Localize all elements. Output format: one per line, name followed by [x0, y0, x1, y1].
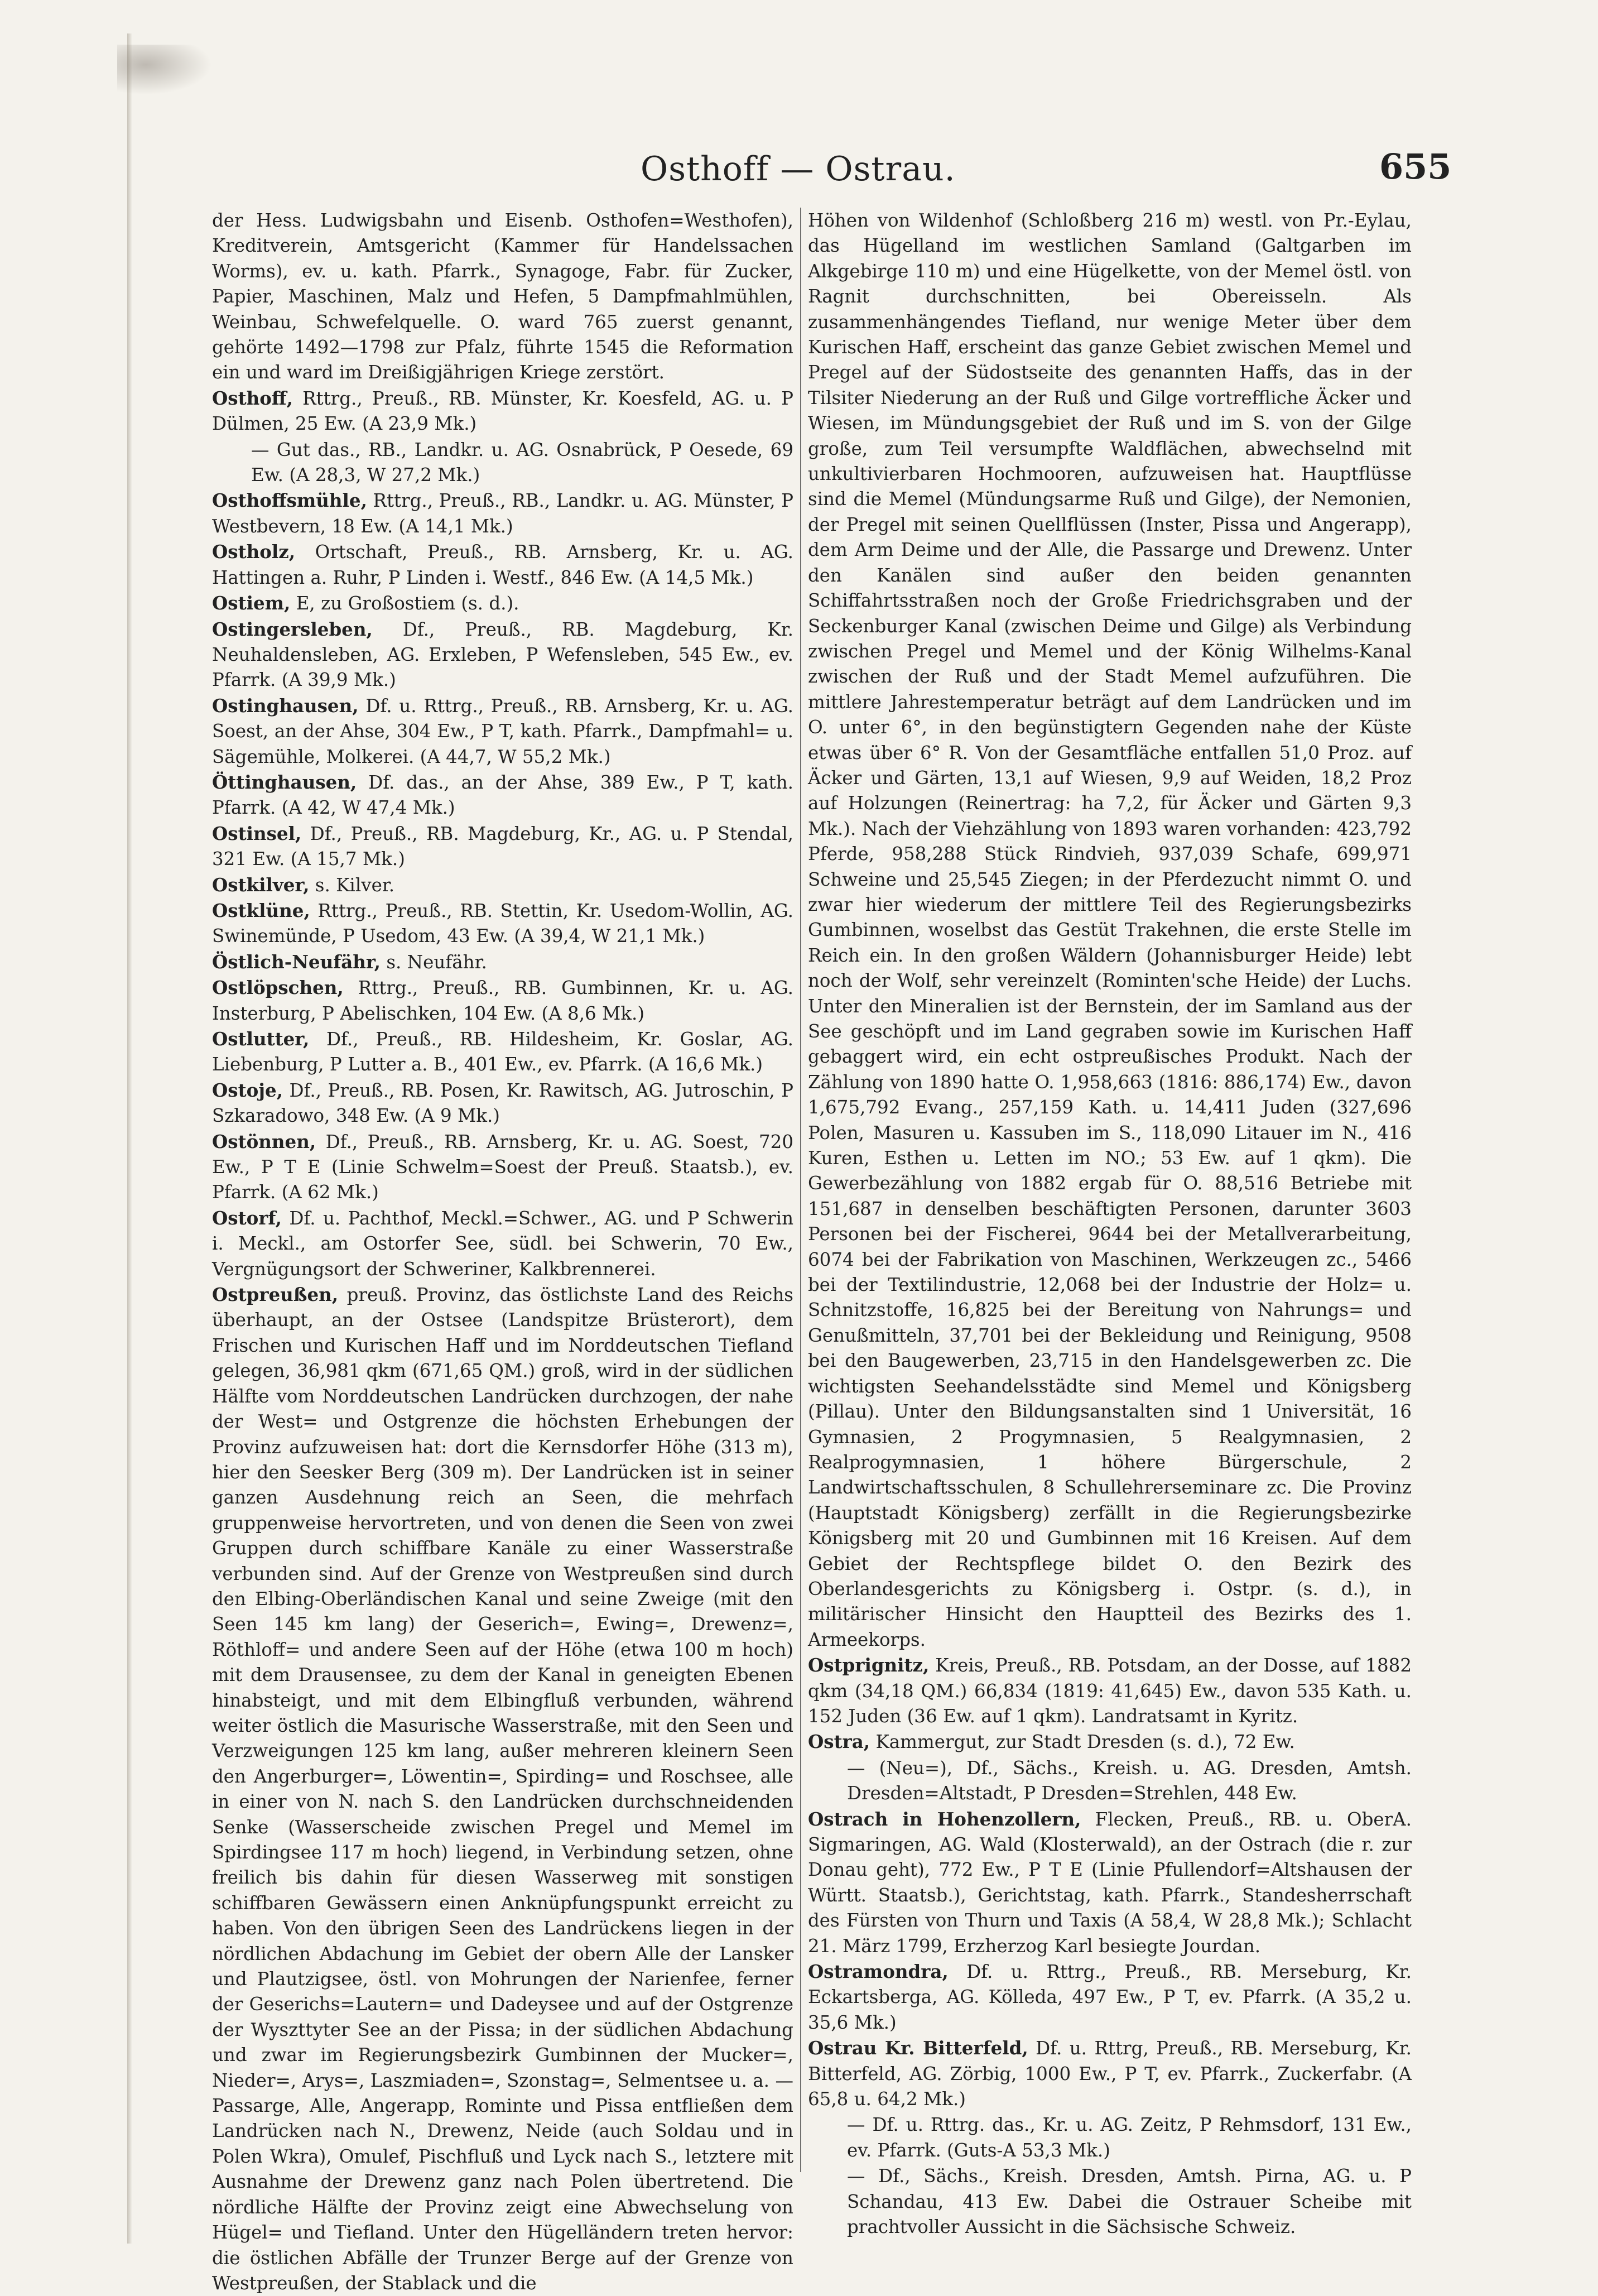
entry-text: s. Kilver.	[309, 874, 395, 896]
entry	[212, 386, 793, 437]
entry-text: Df. u. Rttrg., Preuß., RB. Merseburg, Kr. Eckartsberga, AG. Kölleda, 497 Ew., P T, ev. Pfarrk. (A 35,2 u. 35,6 Mk.)	[808, 1961, 1412, 2033]
running-head: Osthoff — Ostrau.	[641, 150, 956, 189]
entry	[212, 949, 793, 975]
headword: Ostrau Kr. Bitterfeld,	[808, 2037, 1028, 2059]
page-binding-edge	[127, 33, 132, 2244]
entry-text: Df., Preuß., RB. Arnsberg, Kr. u. AG. Soest, 720 Ew., P T E (Linie Schwelm=Soest der Preuß. Staatsb.), ev. Pfarrk. (A 62 Mk.)	[212, 1131, 793, 1203]
headword: Osthoffsmühle,	[212, 489, 367, 512]
headword: Ostramondra,	[808, 1961, 949, 1983]
entry-text: Df., Preuß., RB. Magdeburg, Kr., AG. u. P Stendal, 321 Ew. (A 15,7 Mk.)	[212, 823, 793, 870]
entry-text: Df. u. Rttrg, Preuß., RB. Merseburg, Kr. Bitterfeld, AG. Zörbig, 1000 Ew., P T, ev. Pfarrk., Zuckerfabr. (A 65,8 u. 64,2 Mk.)	[808, 2038, 1412, 2110]
entry-text: Df., Preuß., RB. Hildesheim, Kr. Goslar, AG. Liebenburg, P Lutter a. B., 401 Ew., ev. Pfarrk. (A 16,6 Mk.)	[212, 1029, 793, 1075]
entry-text: Rttrg., Preuß., RB. Münster, Kr. Koesfeld, AG. u. P Dülmen, 25 Ew. (A 23,9 Mk.)	[212, 387, 793, 435]
entry	[212, 437, 793, 488]
entry-text: Df. das., an der Ahse, 389 Ew., P T, kath. Pfarrk. (A 42, W 47,4 Mk.)	[212, 771, 793, 819]
entry	[808, 1959, 1412, 2035]
entry-text: — Gut das., RB., Landkr. u. AG. Osnabrück, P Oesede, 69 Ew. (A 28,3, W 27,2 Mk.)	[251, 439, 793, 486]
entry	[212, 1205, 793, 1282]
entry-text: Flecken, Preuß., RB. u. OberA. Sigmaringen, AG. Wald (Klosterwald), an der Ostrach (die r. zur Donau geht), 772 Ew., P T E (Linie Pfullendorf=Altshausen der Württ. Staatsb.), Gerichtstag, kath. Pfarrk., Standesherrschaft des Fürsten von Thurn und Taxis (A 58,4, W 28,8 Mk.); Schlacht 21. März 1799, Erzherzog Karl besiegte Jourdan.	[808, 1808, 1412, 1957]
entry-text: Ortschaft, Preuß., RB. Arnsberg, Kr. u. AG. Hattingen a. Ruhr, P Linden i. Westf., 846 Ew. (A 14,5 Mk.)	[212, 541, 793, 588]
page-smudge	[117, 45, 212, 95]
headword: Ostrach in Hohenzollern,	[808, 1808, 1081, 1830]
entry	[808, 2035, 1412, 2112]
entry	[808, 1807, 1412, 1959]
page-number: 655	[1379, 146, 1452, 187]
entry	[808, 208, 1412, 1653]
entry-text: Df., Preuß., RB. Posen, Kr. Rawitsch, AG. Jutroschin, P Szkaradowo, 348 Ew. (A 9 Mk.)	[212, 1079, 793, 1127]
entry-text: — Df. u. Rttrg. das., Kr. u. AG. Zeitz, P Rehmsdorf, 131 Ew., ev. Pfarrk. (Guts-A 53,3 Mk.)	[847, 2114, 1412, 2161]
headword: Ostorf,	[212, 1207, 282, 1229]
right-column	[808, 208, 1412, 2239]
headword: Ostiem,	[212, 592, 291, 614]
headword: Ostoje,	[212, 1079, 283, 1101]
entry	[808, 1729, 1412, 1755]
entry	[212, 1026, 793, 1078]
entry-text: E, zu Großostiem (s. d.).	[290, 593, 519, 614]
entry	[212, 872, 793, 898]
entry-text: Höhen von Wildenhof (Schloßberg 216 m) westl. von Pr.-Eylau, das Hügelland im westlichen Samland (Galtgarben im Alkgebirge 110 m) und eine Hügelkette, von der Memel östl. von Ragnit durchschnitten, bei Obereisseln. Als zusammenhängendes Tiefland, nur wenige Meter über dem Kurischen Haff, erscheint das ganze Gebiet zwischen Memel und Pregel auf der Südostseite des genannten Haffs, das in der Tilsiter Niederung an der Ruß und Gilge vortreffliche Äcker und Wiesen, im Mündungsgebiet der Ruß und im S. von der Gilge große, zum Teil versumpfte Waldflächen, abwechselnd mit unkultivierbaren Hochmooren, aufzuweisen hat. Hauptflüsse sind die Memel (Mündungsarme Ruß und Gilge), der Nemonien, der Pregel mit seinen Quellflüssen (Inster, Pissa und Angerapp), dem Arm Deime und der Alle, die Passarge und Drewenz. Unter den Kanälen sind außer den beiden genannten Schiffahrtsstraßen noch der Große Friedrichsgraben und der Seckenburger Kanal (zwischen Deime und Gilge) als Verbindung zwischen Pregel und Memel und der König Wilhelms-Kanal zwischen der Ruß und der Stadt Memel aufzuführen. Die mittlere Jahrestemperatur beträgt auf dem Landrücken und im O. unter 6°, in den begünstigtern Gegenden nahe der Küste etwas über 6° R. Von der Gesamtfläche entfallen 51,0 Proz. auf Äcker und Gärten, 13,1 auf Wiesen, 9,9 auf Weiden, 18,2 Proz auf Holzungen (Reinertrag: ha 7,2, für Äcker und Gärten 9,3 Mk.). Nach der Viehzählung von 1893 waren vorhanden: 423,792 Pferde, 958,288 Stück Rindvieh, 937,039 Schafe, 699,971 Schweine und 25,545 Ziegen; in der Pferdezucht nimmt O. und zwar hier wiederum der mittlere Teil des Regierungsbezirks Gumbinnen, woselbst das Gestüt Trakehnen, die erste Stelle im Reich ein. In den großen Wäldern (Johannisburger Heide) lebt noch der Wolf, sehr vereinzelt (Rominten'sche Heide) der Luchs. Unter den Mineralien ist der Bernstein, der im Samland aus der See geschöpft und im Land gegraben sowie im Kurischen Haff gebaggert wird, ein echt ostpreußisches Produkt. Nach der Zählung von 1890 hatte O. 1,958,663 (1816: 886,174) Ew., davon 1,675,792 Evang., 257,159 Kath. u. 14,411 Juden (327,696 Polen, Masuren u. Kassuben im S., 118,090 Litauer im N., 416 Kuren, Esthen u. Letten im NO.; 53 Ew. auf 1 qkm). Die Gewerbezählung von 1882 ergab für O. 88,516 Betriebe mit 151,687 in denselben beschäftigten Personen, darunter 3603 Personen bei der Fischerei, 9644 bei der Metallverarbeitung, 6074 bei der Fabrikation von Maschinen, Werkzeugen zc., 5466 bei der Textilindustrie, 12,068 bei der Industrie der Holz= u. Schnitzstoffe, 16,825 bei der Bereitung von Nahrungs= und Genußmitteln, 37,701 bei der Bekleidung und Reinigung, 9508 bei den Baugewerben, 23,715 in den Handelsgewerben zc. Die wichtigsten Seehandelsstädte sind Memel und Königsberg (Pillau). Unter den Bildungsanstalten sind 1 Universität, 16 Gymnasien, 2 Progymnasien, 5 Realgymnasien, 2 Realprogymnasien, 1 höhere Bürgerschule, 2 Landwirtschaftsschulen, 8 Schullehrerseminare zc. Die Provinz (Hauptstadt Königsberg) zerfällt in die Regierungsbezirke Königsberg mit 20 und Gumbinnen mit 16 Kreisen. Auf dem Gebiet der Rechtspflege bildet O. den Bezirk des Oberlandesgerichts zu Königsberg i. Ostpr. (s. d.), in militärischer Hinsicht den Hauptteil des Bezirks des 1. Armeekorps.	[808, 210, 1412, 1650]
headword: Ostingersleben,	[212, 618, 373, 640]
entry	[212, 539, 793, 590]
entry-text: Kammergut, zur Stadt Dresden (s. d.), 72 Ew.	[870, 1731, 1295, 1753]
entry-text: der Hess. Ludwigsbahn und Eisenb. Osthofen=Westhofen), Kreditverein, Amtsgericht (Kammer für Handelssachen Worms), ev. u. kath. Pfarrk., Synagoge, Fabr. für Zucker, Papier, Maschinen, Malz und Hefen, 5 Dampfmahlmühlen, Weinbau, Schwefelquelle. O. ward 765 zuerst genannt, gehörte 1492—1798 zur Pfalz, führte 1545 die Reformation ein und ward im Dreißigjährigen Kriege zerstört.	[212, 210, 793, 383]
entry	[212, 1078, 793, 1129]
entry-text: Rttrg., Preuß., RB. Gumbinnen, Kr. u. AG. Insterburg, P Abelischken, 104 Ew. (A 8,6 Mk.)	[212, 977, 793, 1024]
entry	[212, 770, 793, 821]
headword: Ostlöpschen,	[212, 977, 344, 999]
headword: Ostra,	[808, 1731, 870, 1753]
entry-text: s. Neufähr.	[380, 951, 487, 973]
entry	[212, 898, 793, 949]
entry-text: — Df., Sächs., Kreish. Dresden, Amtsh. Pirna, AG. u. P Schandau, 413 Ew. Dabei die Ostrauer Scheibe mit prachtvoller Aussicht in die Sächsische Schweiz.	[847, 2165, 1412, 2238]
entry	[212, 488, 793, 539]
headword: Ostinghausen,	[212, 694, 359, 717]
entry	[212, 617, 793, 693]
headword: Ostprignitz,	[808, 1654, 930, 1677]
entry	[212, 821, 793, 872]
entry-text: Df. u. Pachthof, Meckl.=Schwer., AG. und P Schwerin i. Meckl., am Ostorfer See, südl. bei Schwerin, 70 Ew., Vergnügungsort der Schweriner, Kalkbrennerei.	[212, 1207, 793, 1280]
entry	[212, 1282, 793, 2296]
entry-text: Kreis, Preuß., RB. Potsdam, an der Dosse, auf 1882 qkm (34,18 QM.) 66,834 (1819: 41,645) Ew., davon 535 Kath. u. 152 Juden (36 Ew. auf 1 qkm). Landratsamt in Kyritz.	[808, 1655, 1412, 1727]
entry	[808, 2163, 1412, 2240]
headword: Osthoff,	[212, 387, 293, 409]
headword: Ostlutter,	[212, 1028, 310, 1050]
headword: Östlich-Neufähr,	[212, 950, 381, 973]
entry-text: preuß. Provinz, das östlichste Land des Reichs überhaupt, an der Ostsee (Landspitze Brüsterort), dem Frischen und Kurischen Haff und im Norddeutschen Tiefland gelegen, 36,981 qkm (671,65 QM.) groß, wird in der südlichen Hälfte vom Norddeutschen Landrücken durchzogen, der nahe der West= und Ostgrenze die höchsten Erhebungen der Provinz aufzuweisen hat: dort die Kernsdorfer Höhe (313 m), hier den Seesker Berg (309 m). Der Landrücken ist in seiner ganzen Ausdehnung reich an Seen, die mehrfach gruppenweise hervortreten, und von denen die Seen von zwei Gruppen durch schiffbare Kanäle zu einer Wasserstraße verbunden sind. Auf der Grenze von Westpreußen sind durch den Elbing-Oberländischen Kanal und seine Zweige (mit den Seen 145 km lang) der Geserich=, Ewing=, Drewenz=, Röthloff= und andere Seen auf der Höhe (etwa 100 m hoch) mit dem Drausensee, zu dem der Kanal in geneigten Ebenen hinabsteigt, und mit dem Elbingfluß verbunden, während weiter östlich die Masurische Wasserstraße, mit den Seen und Verzweigungen 125 km lang, außer mehreren kleinern Seen den Angerburger=, Löwentin=, Spirding= und Roschsee, alle in einer von N. nach S. den Landrücken durchschneidenden Senke (Wasserscheide zwischen Pregel und Memel im Spirdingsee 117 m hoch) liegend, in Verbindung setzen, ohne freilich bis dahin für diesen Wasserweg mit sonstigen schiffbaren Gewässern einen Anknüpfungspunkt erreicht zu haben. Von den übrigen Seen des Landrückens liegen in der nördlichen Abdachung im Gebiet der obern Alle der Lansker und Plautzigsee, östl. von Mohrungen der Narienfee, ferner der Geserichs=Lautern= und Dadeysee und auf der Ostgrenze der Wyszttyter See an der Pissa; in der südlichen Abdachung und zwar im Regierungsbezirk Gumbinnen der Mucker=, Nieder=, Arys=, Laszmiaden=, Szonstag=, Selmentsee u. a. — Passarge, Alle, Angerapp, Rominte und Pissa entfließen dem Landrücken nach N., Drewenz, Neide (auch Soldau und in Polen Wkra), Omulef, Pischfluß und Lyck nach S., letztere mit Ausnahme der Drewenz ganz nach Polen übertretend. Die nördliche Hälfte der Provinz zeigt eine Abwechselung von Hügel= und Tiefland. Unter den Hügelländern treten hervor: die östlichen Abfälle der Trunzer Berge auf der Grenze von Westpreußen, der Stablack und die	[212, 1284, 793, 2294]
headword: Ostholz,	[212, 541, 296, 563]
entry-text: Df., Preuß., RB. Magdeburg, Kr. Neuhaldensleben, AG. Erxleben, P Wefensleben, 545 Ew., ev. Pfarrk. (A 39,9 Mk.)	[212, 618, 793, 691]
headword: Öttinghausen,	[212, 771, 357, 793]
entry	[808, 1653, 1412, 1729]
entry-text: Rttrg., Preuß., RB., Landkr. u. AG. Münster, P Westbevern, 18 Ew. (A 14,1 Mk.)	[212, 490, 793, 537]
entry-text: Rttrg., Preuß., RB. Stettin, Kr. Usedom-Wollin, AG. Swinemünde, P Usedom, 43 Ew. (A 39,4, W 21,1 Mk.)	[212, 900, 793, 947]
entry	[212, 975, 793, 1026]
entry	[212, 208, 793, 386]
headword: Ostklüne,	[212, 899, 310, 921]
headword: Ostkilver,	[212, 873, 310, 896]
headword: Ostinsel,	[212, 822, 302, 844]
column-divider	[800, 208, 801, 2172]
left-column	[212, 208, 793, 2294]
headword: Ostpreußen,	[212, 1284, 339, 1306]
headword: Ostönnen,	[212, 1130, 316, 1152]
entry	[808, 2112, 1412, 2163]
entry-text: — (Neu=), Df., Sächs., Kreish. u. AG. Dresden, Amtsh. Dresden=Altstadt, P Dresden=Strehlen, 448 Ew.	[847, 1757, 1412, 1804]
entry	[212, 590, 793, 616]
entry	[212, 693, 793, 770]
entry	[212, 1129, 793, 1205]
entry	[808, 1755, 1412, 1807]
entry-text: Df. u. Rttrg., Preuß., RB. Arnsberg, Kr. u. AG. Soest, an der Ahse, 304 Ew., P T, kath. Pfarrk., Dampfmahl= u. Sägemühle, Molkerei. (A 44,7, W 55,2 Mk.)	[212, 695, 793, 767]
